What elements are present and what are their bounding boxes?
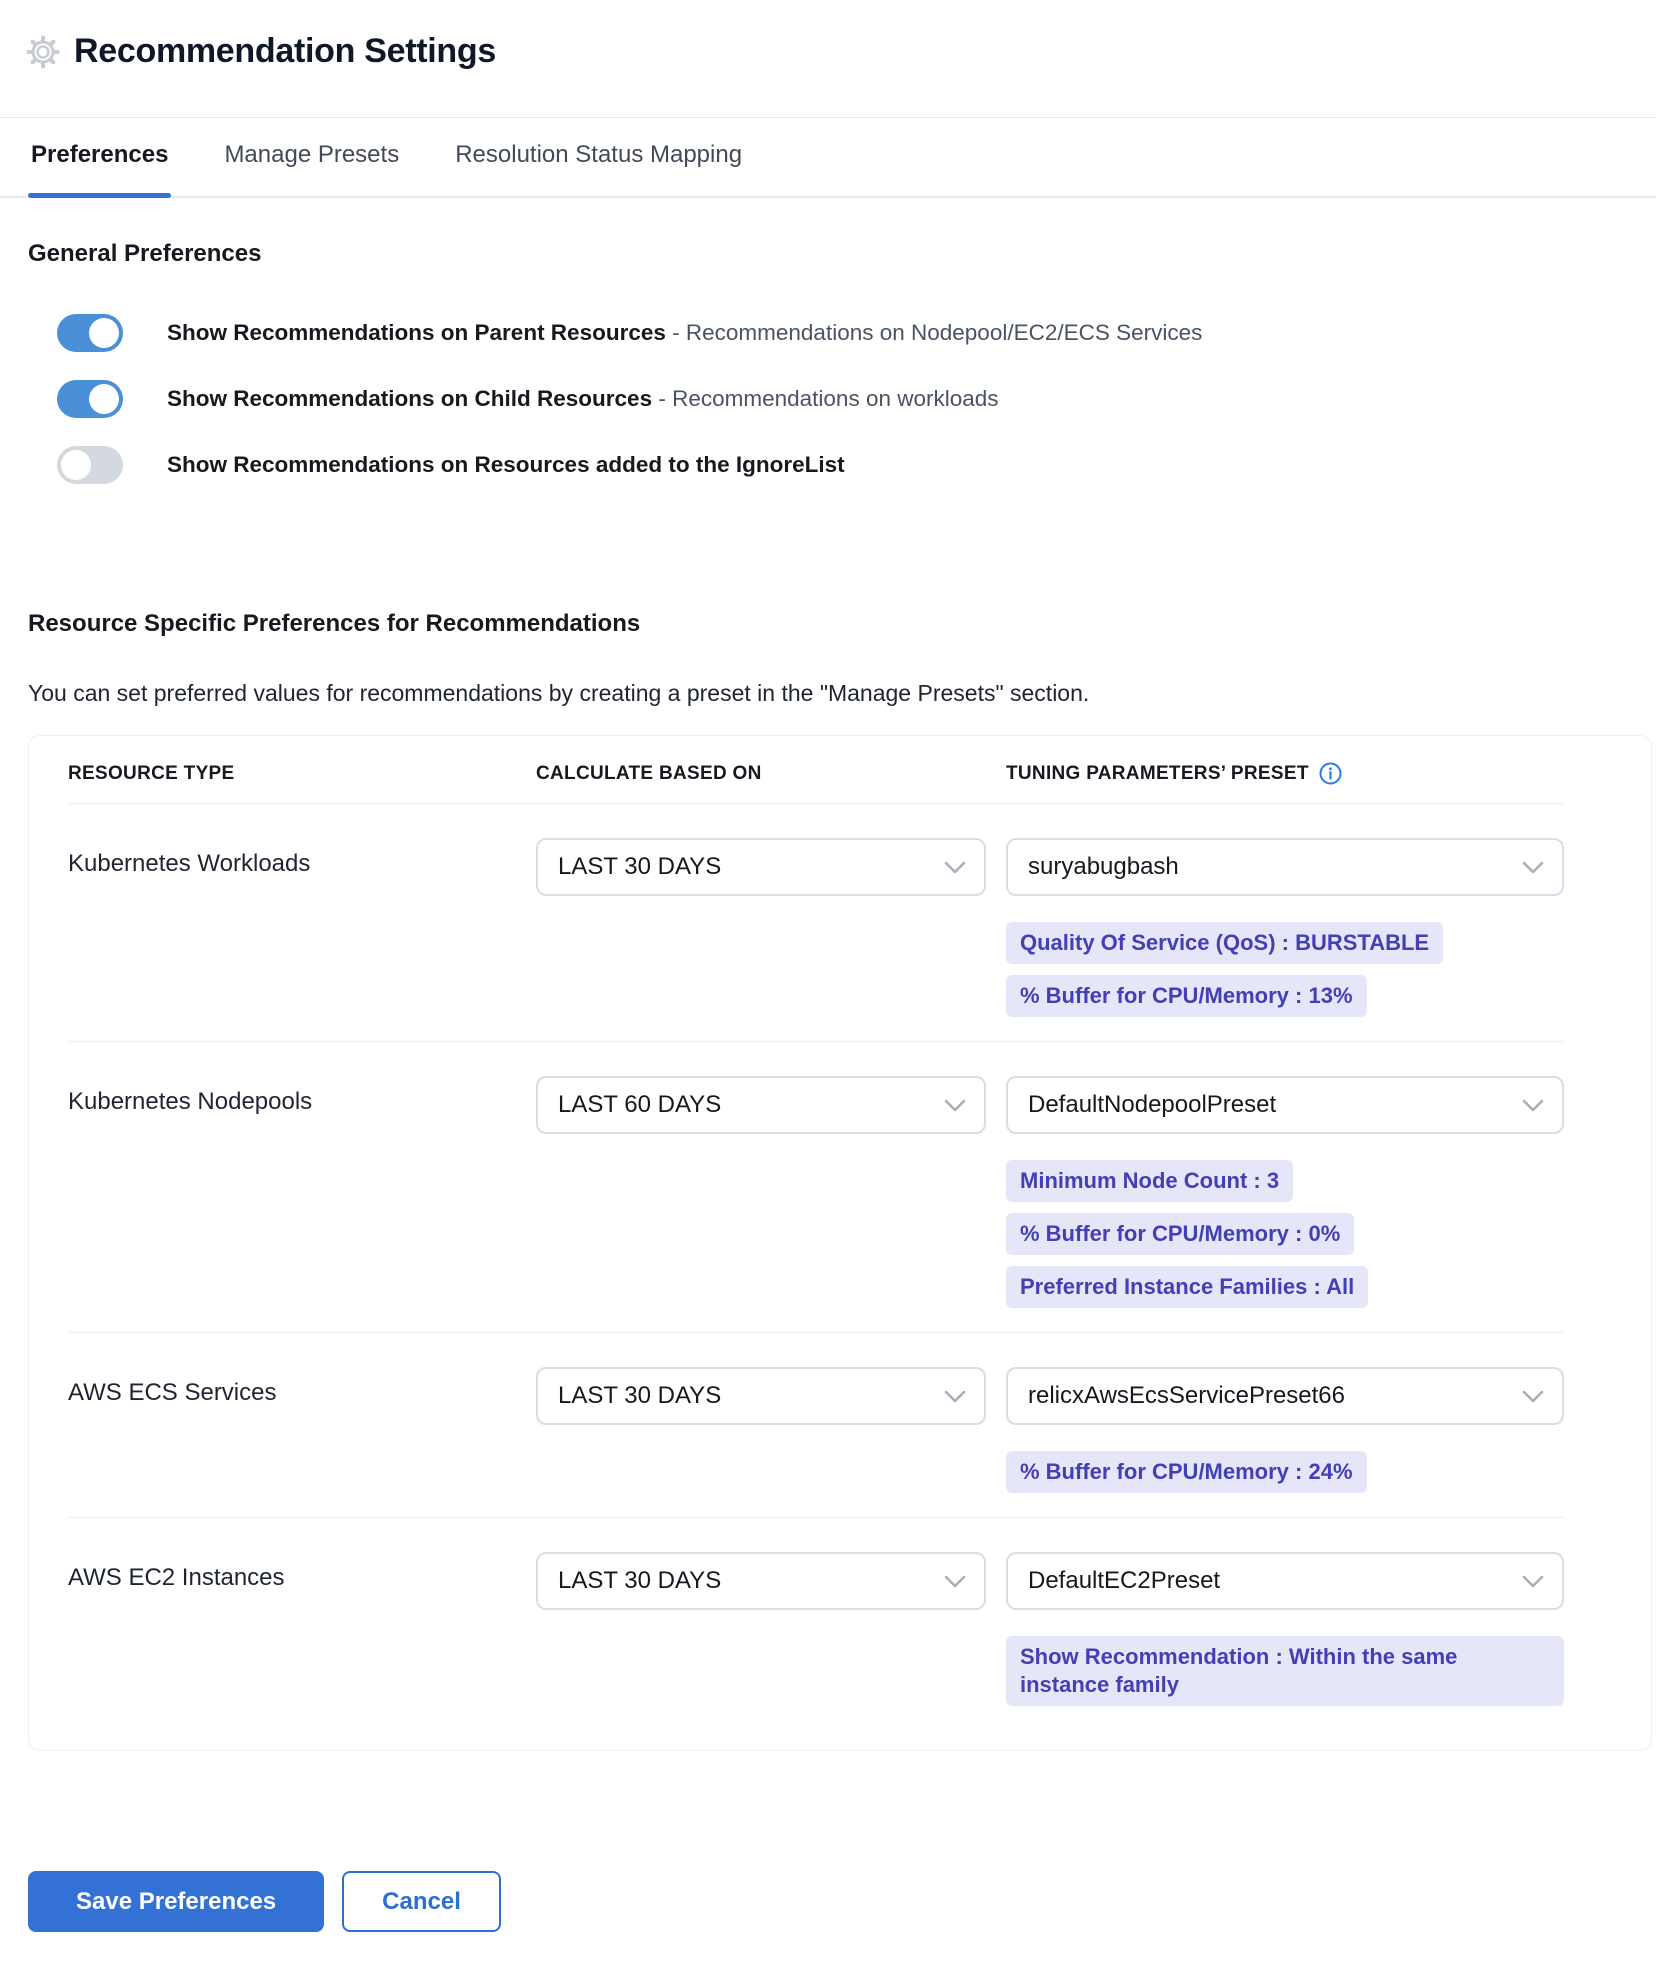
resource-type-label: Kubernetes Workloads — [68, 850, 311, 877]
toggle-knob — [89, 318, 119, 348]
tuning-parameter-chip: % Buffer for CPU/Memory : 0% — [1006, 1213, 1354, 1255]
toggle-description: - Recommendations on Nodepool/EC2/ECS Services — [672, 320, 1203, 345]
tab-manage-presets[interactable]: Manage Presets — [224, 141, 400, 168]
preset-cell — [1006, 1076, 1564, 1134]
select-value: DefaultNodepoolPreset — [1028, 1091, 1277, 1118]
tuning-parameter-chip: Quality Of Service (QoS) : BURSTABLE — [1006, 922, 1443, 964]
calculate-based-on-select[interactable] — [536, 1552, 986, 1610]
chevron-down-icon — [944, 1099, 966, 1112]
select-value: LAST 30 DAYS — [558, 853, 722, 880]
tuning-parameter-chip: Preferred Instance Families : All — [1006, 1266, 1368, 1308]
column-header-calculate-based-on: CALCULATE BASED ON — [536, 762, 762, 784]
toggle-label — [167, 318, 1202, 348]
page-title: Recommendation Settings — [74, 32, 496, 70]
tuning-parameter-chip: % Buffer for CPU/Memory : 24% — [1006, 1451, 1367, 1493]
chevron-down-icon — [944, 861, 966, 874]
calculate-based-on-select[interactable] — [536, 1367, 986, 1425]
tuning-parameter-chip: % Buffer for CPU/Memory : 13% — [1006, 975, 1367, 1017]
column-header-label: TUNING PARAMETERS’ PRESET — [1006, 762, 1309, 784]
general-preferences-toggles — [0, 314, 1656, 484]
gear-icon — [26, 35, 60, 69]
toggle-label-text: Show Recommendations on Resources added to the IgnoreList — [167, 452, 845, 477]
tuning-parameter-chips — [1006, 1451, 1564, 1493]
toggle-knob — [89, 384, 119, 414]
resource-type-label: AWS ECS Services — [68, 1379, 277, 1406]
resource-type-label: Kubernetes Nodepools — [68, 1088, 313, 1115]
chevron-down-icon — [944, 1390, 966, 1403]
chevron-down-icon — [1522, 1390, 1544, 1403]
select-value: LAST 30 DAYS — [558, 1382, 722, 1409]
calculate-based-on-cell — [536, 1367, 1006, 1425]
tab-resolution-status-mapping[interactable]: Resolution Status Mapping — [455, 141, 743, 168]
resource-preferences-card — [28, 735, 1652, 1751]
preset-select[interactable] — [1006, 1552, 1564, 1610]
chevron-down-icon — [1522, 1575, 1544, 1588]
toggle-row-child-resources — [28, 380, 1628, 418]
table-row — [68, 1518, 1564, 1706]
info-icon[interactable] — [1319, 762, 1342, 785]
preset-select[interactable] — [1006, 838, 1564, 896]
child-resources-toggle[interactable] — [57, 380, 123, 418]
toggle-row-ignorelist-resources — [28, 446, 1628, 484]
general-preferences-heading: General Preferences — [28, 240, 262, 267]
select-value: DefaultEC2Preset — [1028, 1567, 1221, 1594]
cancel-button[interactable]: Cancel — [342, 1871, 501, 1932]
resource-type-label: AWS EC2 Instances — [68, 1564, 285, 1591]
preset-cell — [1006, 838, 1564, 896]
table-row — [68, 804, 1564, 1042]
select-value: relicxAwsEcsServicePreset66 — [1028, 1382, 1346, 1409]
preset-select[interactable] — [1006, 1367, 1564, 1425]
calculate-based-on-cell — [536, 1552, 1006, 1610]
footer-actions — [28, 1871, 1628, 1932]
calculate-based-on-select[interactable] — [536, 838, 986, 896]
parent-resources-toggle[interactable] — [57, 314, 123, 352]
toggle-label-text: Show Recommendations on Child Resources — [167, 386, 653, 411]
tuning-parameter-chips — [1006, 1160, 1564, 1308]
select-value: LAST 60 DAYS — [558, 1091, 722, 1118]
table-row — [68, 1333, 1564, 1518]
calculate-based-on-select[interactable] — [536, 1076, 986, 1134]
save-preferences-button[interactable]: Save Preferences — [28, 1871, 324, 1932]
chevron-down-icon — [944, 1575, 966, 1588]
toggle-label — [167, 384, 999, 414]
tab-bar — [0, 118, 1656, 198]
page-header — [0, 0, 1656, 71]
column-header-tuning-preset — [1006, 762, 1564, 785]
resource-preferences-description: You can set preferred values for recommendations by creating a preset in the "Manage Presets" section. — [28, 680, 1090, 706]
resource-preferences-heading: Resource Specific Preferences for Recommendations — [28, 610, 641, 637]
select-value: suryabugbash — [1028, 853, 1179, 880]
preset-cell — [1006, 1367, 1564, 1425]
table-body — [68, 804, 1564, 1706]
tuning-parameter-chip: Show Recommendation : Within the same instance family — [1006, 1636, 1564, 1706]
preset-cell — [1006, 1552, 1564, 1610]
column-header-resource-type: RESOURCE TYPE — [68, 762, 235, 784]
ignorelist-resources-toggle[interactable] — [57, 446, 123, 484]
toggle-knob — [61, 450, 91, 480]
tab-preferences[interactable]: Preferences — [28, 118, 171, 196]
toggle-label — [167, 450, 845, 480]
tuning-parameter-chips — [1006, 922, 1564, 1017]
toggle-label-text: Show Recommendations on Parent Resources — [167, 320, 666, 345]
select-value: LAST 30 DAYS — [558, 1567, 722, 1594]
preset-select[interactable] — [1006, 1076, 1564, 1134]
tuning-parameter-chip: Minimum Node Count : 3 — [1006, 1160, 1293, 1202]
toggle-row-parent-resources — [28, 314, 1628, 352]
tuning-parameter-chips — [1006, 1636, 1564, 1706]
calculate-based-on-cell — [536, 838, 1006, 896]
table-header-row — [68, 762, 1564, 804]
calculate-based-on-cell — [536, 1076, 1006, 1134]
toggle-description: - Recommendations on workloads — [658, 386, 999, 411]
chevron-down-icon — [1522, 861, 1544, 874]
chevron-down-icon — [1522, 1099, 1544, 1112]
table-row — [68, 1042, 1564, 1333]
